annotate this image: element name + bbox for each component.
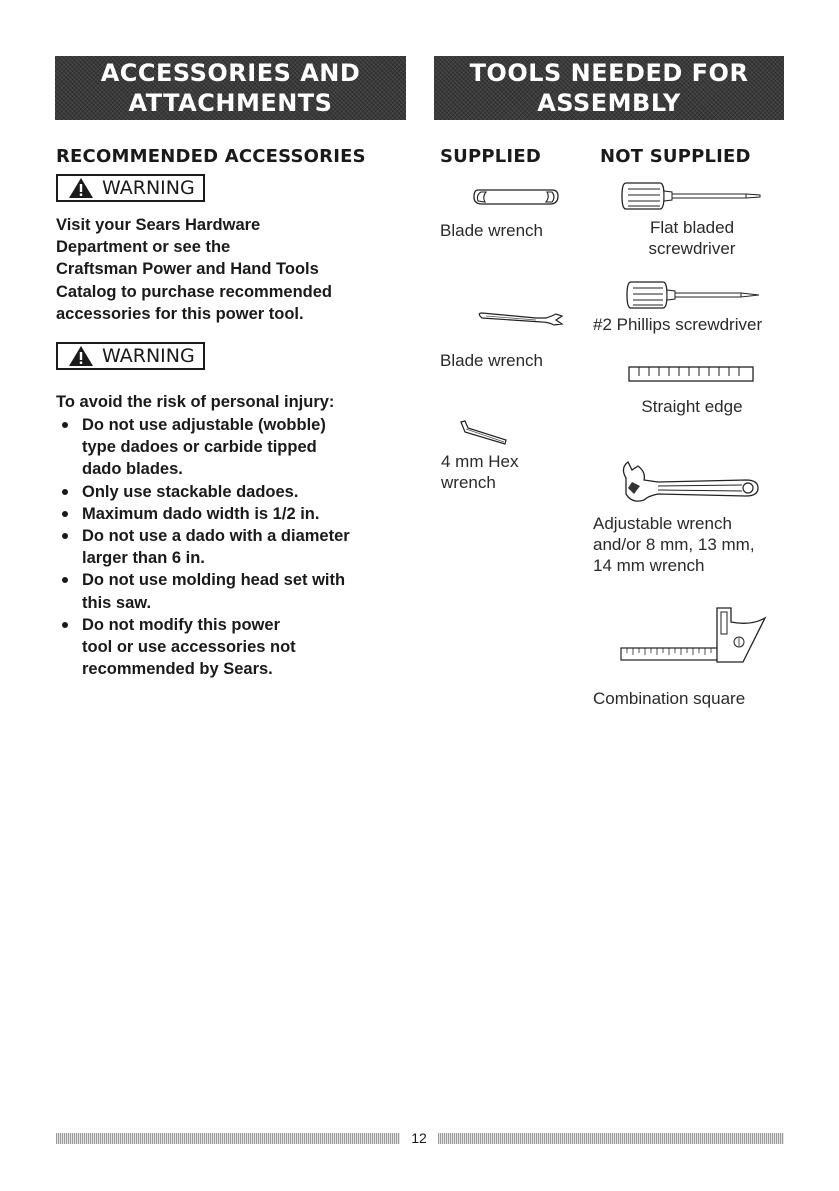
tool-label-flat-screwdriver bbox=[612, 217, 772, 259]
bullet-line: larger than 6 in. bbox=[82, 549, 205, 568]
message-line: Craftsman Power and Hand Tools bbox=[56, 260, 319, 279]
banner-line: TOOLS NEEDED FOR bbox=[469, 59, 749, 87]
label-line: wrench bbox=[441, 473, 496, 492]
warning-2-bullet-list bbox=[56, 414, 350, 680]
label-line: 14 mm wrench bbox=[593, 556, 705, 575]
page-number: 12 bbox=[411, 1130, 427, 1146]
footer-bar-right bbox=[438, 1133, 784, 1144]
message-line: Department or see the bbox=[56, 238, 231, 257]
straight-edge-icon bbox=[628, 366, 754, 382]
warning-triangle-icon bbox=[68, 345, 94, 367]
bullet-line: Do not modify this power bbox=[82, 615, 280, 634]
combination-square-icon bbox=[619, 604, 769, 664]
bullet-line: recommended by Sears. bbox=[82, 660, 273, 679]
adjustable-wrench-icon bbox=[618, 458, 768, 508]
tool-label-adjustable-wrench bbox=[593, 513, 755, 576]
tool-label: Straight edge bbox=[641, 397, 743, 416]
bullet-line: Do not use adjustable (wobble) bbox=[82, 416, 326, 434]
blade-wrench-icon bbox=[476, 308, 566, 330]
banner-line: ATTACHMENTS bbox=[128, 89, 333, 117]
bullet-line: Do not use a dado with a diameter bbox=[82, 527, 350, 546]
bullet-item bbox=[56, 569, 350, 613]
footer-bar-left bbox=[56, 1133, 400, 1144]
bullet-line: dado blades. bbox=[82, 460, 183, 479]
bullet-line: Only use stackable dadoes. bbox=[82, 482, 299, 501]
warning-1-message bbox=[56, 214, 332, 325]
bullet-line: this saw. bbox=[82, 593, 152, 612]
message-line: accessories for this power tool. bbox=[56, 304, 304, 323]
bullet-item bbox=[56, 525, 350, 569]
label-line: screwdriver bbox=[648, 239, 736, 258]
bullet-item bbox=[56, 414, 350, 481]
warning-text: WARNING bbox=[102, 177, 195, 199]
bullet-line: tool or use accessories not bbox=[82, 638, 296, 657]
warning-label-2 bbox=[56, 342, 205, 370]
bullet-line: Do not use molding head set with bbox=[82, 571, 346, 590]
hex-wrench-icon bbox=[458, 420, 510, 446]
phillips-screwdriver-icon bbox=[625, 279, 763, 311]
message-line: Visit your Sears Hardware bbox=[56, 216, 261, 234]
label-line: and/or 8 mm, 13 mm, bbox=[593, 535, 755, 554]
tool-label-hex-wrench bbox=[441, 451, 518, 493]
not-supplied-heading: NOT SUPPLIED bbox=[600, 146, 751, 167]
bullet-line: Maximum dado width is 1/2 in. bbox=[82, 504, 320, 523]
tool-label: Blade wrench bbox=[440, 351, 544, 370]
tool-label: Blade wrench bbox=[440, 221, 544, 240]
bullet-line: type dadoes or carbide tipped bbox=[82, 438, 317, 457]
bullet-item bbox=[56, 503, 350, 525]
banner-line: ACCESSORIES AND bbox=[100, 59, 361, 87]
label-line: Flat bladed bbox=[649, 218, 735, 237]
warning-text: WARNING bbox=[102, 345, 195, 367]
tool-label: #2 Phillips screwdriver bbox=[593, 315, 763, 334]
bullet-item bbox=[56, 481, 350, 503]
section-banner-tools bbox=[434, 56, 784, 120]
blade-wrench-icon bbox=[472, 186, 560, 208]
warning-label-1 bbox=[56, 174, 205, 202]
warning-2-intro: To avoid the risk of personal injury: bbox=[56, 393, 335, 411]
message-line: Catalog to purchase recommended bbox=[56, 282, 332, 301]
warning-triangle-icon bbox=[68, 177, 94, 199]
banner-line: ASSEMBLY bbox=[537, 89, 681, 117]
tool-label: Combination square bbox=[593, 689, 746, 708]
label-line: Adjustable wrench bbox=[593, 514, 732, 533]
flat-screwdriver-icon bbox=[620, 179, 766, 213]
recommended-accessories-heading: RECOMMENDED ACCESSORIES bbox=[56, 146, 366, 167]
bullet-item bbox=[56, 614, 350, 681]
supplied-heading: SUPPLIED bbox=[440, 146, 541, 167]
label-line: 4 mm Hex bbox=[441, 452, 519, 471]
section-banner-accessories bbox=[55, 56, 406, 120]
